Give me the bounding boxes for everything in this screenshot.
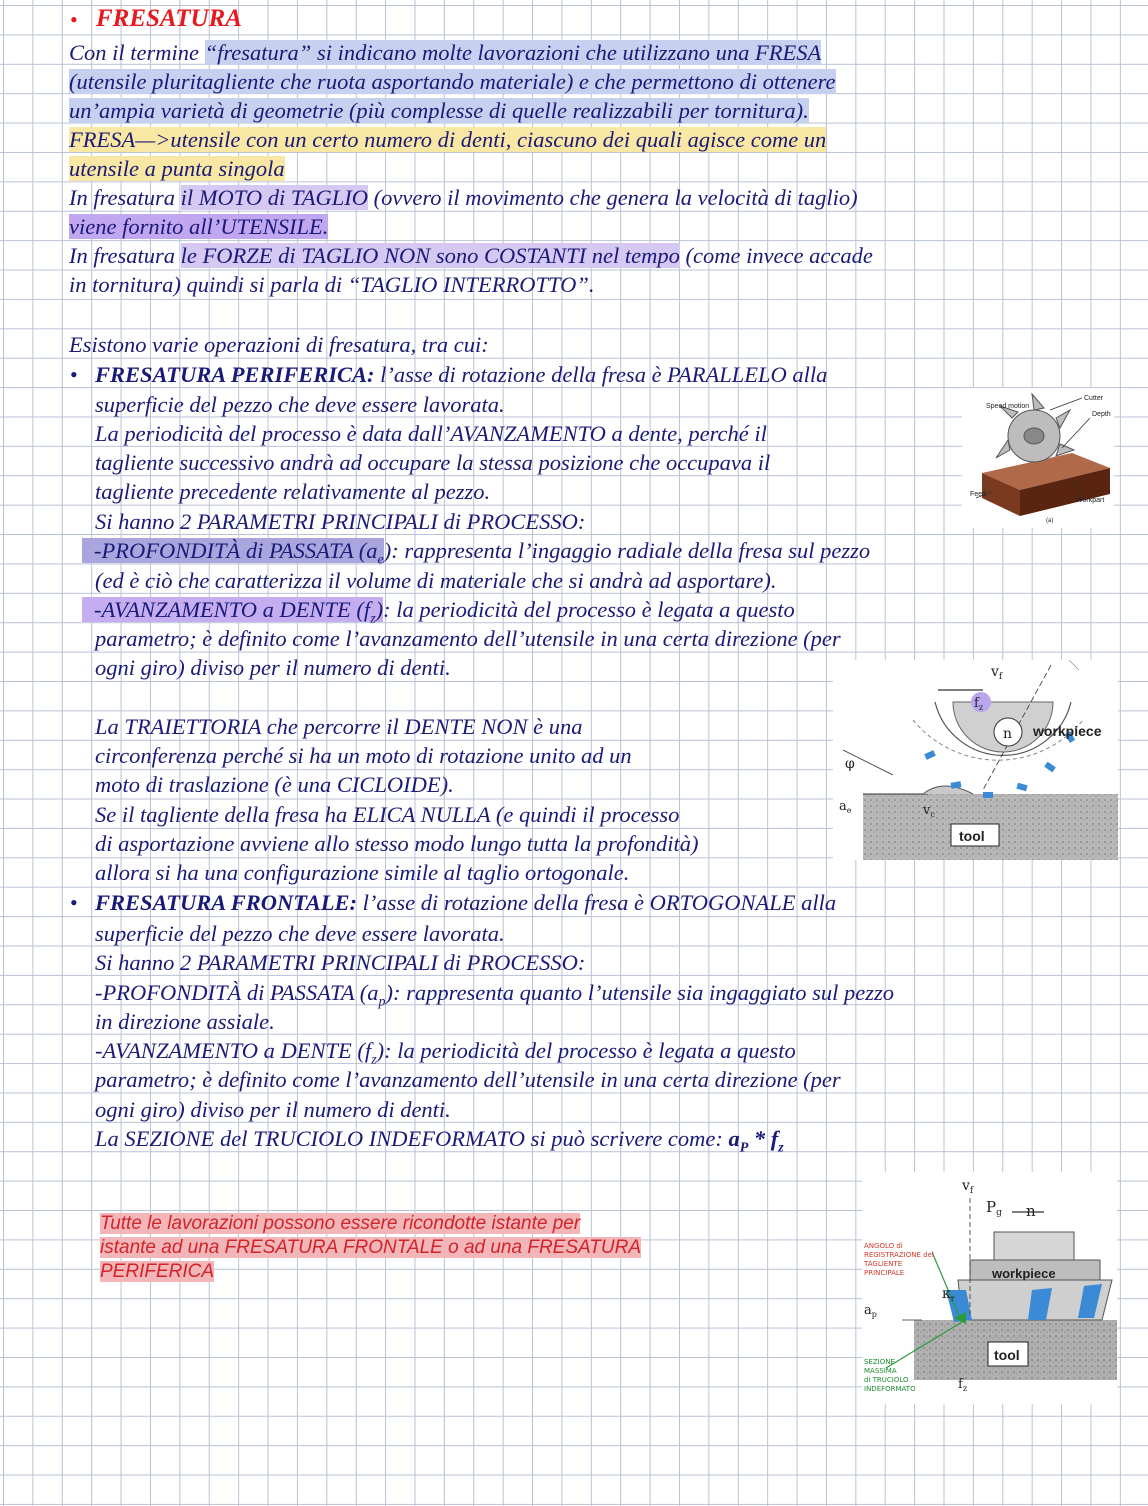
label-fz: $f_z$: [958, 1377, 968, 1393]
frontale-heading: FRESATURA FRONTALE: l’asse di rotazione della fresa è ORTOGONALE alla: [95, 890, 837, 915]
spindle: [994, 1232, 1074, 1262]
label-kr: $\kappa_r$: [942, 1286, 955, 1303]
label-speed-motion: Speed motion: [986, 403, 1030, 410]
svg-text:SEZIONE: SEZIONE: [864, 1358, 895, 1366]
svg-text:di TRUCIOLO: di TRUCIOLO: [864, 1376, 909, 1384]
periferica-line-17: allora si ha una configurazione simile al taglio ortogonale.: [95, 860, 630, 885]
note-line-3: PERIFERICA: [100, 1261, 215, 1282]
label-ap: $a_p$: [864, 1303, 877, 1319]
periferica-line-14: moto di traslazione (è una CICLOIDE).: [95, 772, 454, 797]
figure-peripheral-milling: [962, 388, 1114, 528]
periferica-line-16: di asportazione avviene allo stesso modo lungo tutta la profondità): [95, 831, 699, 856]
svg-text:ANGOLO di: ANGOLO di: [864, 1242, 903, 1250]
label-caption: (a): [1046, 518, 1054, 524]
note-line-1: Tutte le lavorazioni possono essere ricondotte istante per: [100, 1213, 581, 1234]
intro-line-5: utensile a punta singola: [69, 156, 285, 181]
note-line-2: istante ad una FRESATURA FRONTALE o ad una FRESATURA: [100, 1237, 641, 1258]
frontale-line-7: parametro; è definito come l’avanzamento dell’utensile in una certa direzione (per: [95, 1067, 841, 1092]
label-vc: $v_c$: [923, 803, 935, 819]
svg-text:INDEFORMATO: INDEFORMATO: [864, 1385, 916, 1393]
label-vf: $v_f$: [991, 664, 1003, 682]
title-bullet: •: [70, 7, 78, 32]
label-pg: $P_g$: [986, 1198, 1002, 1218]
frontale-line-5: in direzione assiale.: [95, 1009, 275, 1034]
intro-line-4: FRESA—>utensile con un certo numero di denti, ciascuno dei quali agisce come un: [69, 127, 827, 152]
label-workpiece: workpiece: [1033, 723, 1102, 739]
periferica-line-8: (ed è ciò che caratterizza il volume di materiale che si andrà ad asportare).: [95, 568, 777, 593]
periferica-line-4: tagliente successivo andrà ad occupare la stessa posizione che occupava il: [95, 450, 771, 475]
frontale-line-4: -PROFONDITÀ di PASSATA $(a_p)$: rappresenta quanto l’utensile sia ingaggiato sul pezzo: [95, 980, 895, 1010]
handnote-section: [864, 1358, 916, 1393]
intro-line-2: (utensile pluritagliente che ruota asportando materiale) e che permettono di ottenere: [69, 69, 836, 94]
periferica-line-3: La periodicità del processo è data dall’AVANZAMENTO a dente, perché il: [95, 421, 767, 446]
intro-line-10: Esistono varie operazioni di fresatura, tra cui:: [69, 332, 489, 357]
intro-line-7: viene fornito all’UTENSILE.: [69, 214, 329, 239]
label-n: n: [1003, 726, 1013, 742]
figure-peripheral-section: [833, 660, 1118, 860]
summary-note: [100, 1212, 690, 1284]
svg-text:MASSIMA: MASSIMA: [864, 1367, 897, 1375]
label-phi: φ: [845, 756, 855, 772]
frontale-line-2: superficie del pezzo che deve essere lavorata.: [95, 921, 505, 946]
periferica-line-2: superficie del pezzo che deve essere lavorata.: [95, 392, 505, 417]
label-n: n: [1026, 1202, 1036, 1220]
periferica-line-11: ogni giro) diviso per il numero di denti.: [95, 655, 451, 680]
periferica-line-5: tagliente precedente relativamente al pezzo.: [95, 479, 491, 504]
label-tool: tool: [994, 1347, 1020, 1363]
svg-text:TAGLIENTE: TAGLIENTE: [864, 1260, 903, 1268]
label-tool: tool: [959, 828, 985, 844]
intro-line-9: in tornitura) quindi si parla di “TAGLIO INTERROTTO”.: [69, 272, 595, 297]
frontale-line-8: ogni giro) diviso per il numero di denti.: [95, 1097, 451, 1122]
frontale-line-3: Si hanno 2 PARAMETRI PRINCIPALI di PROCESSO:: [95, 950, 586, 975]
periferica-line-15: Se il tagliente della fresa ha ELICA NULLA (e quindi il processo: [95, 802, 680, 827]
label-ae: $a_e$: [839, 799, 852, 815]
periferica-heading: FRESATURA PERIFERICA: l’asse di rotazione della fresa è PARALLELO alla: [95, 362, 828, 387]
frontale-line-9: La SEZIONE del TRUCIOLO INDEFORMATO si può scrivere come: $a_P * f_z$: [95, 1126, 784, 1156]
frontale-line-6: -AVANZAMENTO a DENTE $(f_z)$: la periodicità del processo è legata a questo: [95, 1038, 796, 1068]
intro-line-1: Con il termine “fresatura” si indicano molte lavorazioni che utilizzano una FRESA: [69, 40, 822, 65]
periferica-line-12: La TRAIETTORIA che percorre il DENTE NON è una: [95, 714, 583, 739]
periferica-line-9: -AVANZAMENTO a DENTE $(f_z)$: la periodicità del processo è legata a questo: [82, 595, 795, 634]
frontale-bullet: •: [70, 890, 78, 915]
label-depth: Depth: [1092, 411, 1111, 418]
periferica-line-13: circonferenza perché si ha un moto di rotazione unito ad un: [95, 743, 632, 768]
periferica-line-7: -PROFONDITÀ di PASSATA $(a_e)$: rappresenta l’ingaggio radiale della fresa sul pezzo: [82, 536, 870, 575]
label-feed: Feed: [970, 491, 986, 498]
label-cutter: Cutter: [1084, 395, 1104, 402]
intro-line-6: In fresatura il MOTO di TAGLIO (ovvero il movimento che genera la velocità di taglio): [69, 185, 858, 210]
chip-area: [923, 786, 973, 794]
label-workpart: Workpart: [1076, 497, 1105, 504]
figure-face-section: [862, 1172, 1117, 1404]
intro-line-8: In fresatura le FORZE di TAGLIO NON sono COSTANTI nel tempo (come invece accade: [69, 243, 873, 268]
periferica-line-6: Si hanno 2 PARAMETRI PRINCIPALI di PROCESSO:: [95, 509, 586, 534]
intro-line-3: un’ampia varietà di geometrie (più complesse di quelle realizzabili per tornitura).: [69, 98, 809, 123]
page-title: FRESATURA: [96, 5, 242, 32]
label-vf: $v_f$: [962, 1178, 974, 1196]
periferica-bullet: •: [70, 362, 78, 387]
label-fz: $f_z$: [974, 696, 984, 712]
periferica-line-10: parametro; è definito come l’avanzamento dell’utensile in una certa direzione (per: [95, 626, 841, 651]
handnote-angle: [863, 1242, 934, 1277]
label-workpiece: workpiece: [992, 1266, 1056, 1281]
svg-text:REGISTRAZIONE del: REGISTRAZIONE del: [864, 1251, 934, 1259]
svg-text:PRINCIPALE: PRINCIPALE: [864, 1269, 905, 1277]
